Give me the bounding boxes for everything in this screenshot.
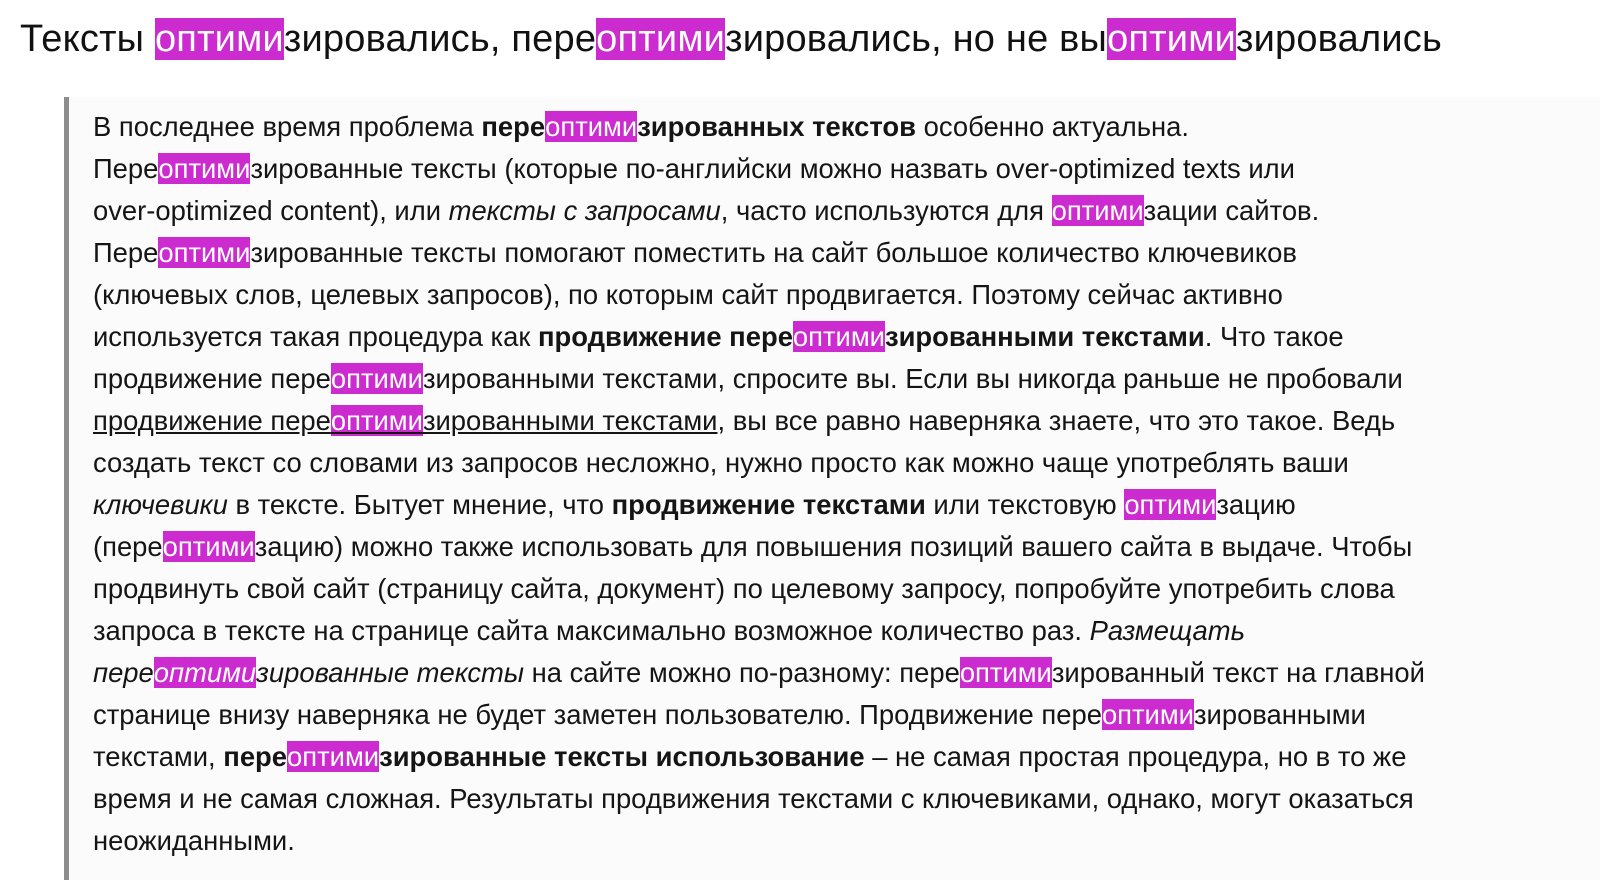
text-run: зацию <box>1216 489 1296 520</box>
text-run: (ключевых слов, целевых запросов), по которым сайт продвигается. Поэтому сейчас активно <box>93 279 1283 310</box>
link-text: зированными текстами <box>422 405 718 436</box>
text-run: В последнее время проблема <box>93 111 482 142</box>
quote-text <box>93 106 1588 862</box>
bold-text: продвижение пере <box>537 321 793 352</box>
highlight-mark: оптими <box>153 657 257 688</box>
text-run: зации сайтов. <box>1143 195 1320 226</box>
bold-text: пере <box>481 111 546 142</box>
highlight-mark: оптими <box>154 18 284 60</box>
quote-line <box>93 106 1588 148</box>
highlight-mark: оптими <box>1107 18 1236 60</box>
text-run: в тексте. Бытует мнение, что <box>227 489 612 520</box>
highlight-mark: оптими <box>596 18 726 60</box>
highlight-mark: оптими <box>792 321 885 352</box>
quote-line <box>93 568 1588 610</box>
text-run: – не самая простая процедура, но в то же <box>864 741 1407 772</box>
italic-text: пере <box>93 657 154 688</box>
text-run: на сайте можно по-разному: пере <box>524 657 960 688</box>
text-run: зацию) можно также использовать для повышения позиций вашего сайта в выдаче. Чтобы <box>254 531 1413 562</box>
highlight-mark: оптими <box>287 741 380 772</box>
title-text: зировались, пере <box>283 18 597 60</box>
quote-line <box>93 232 1588 274</box>
highlight-mark: оптими <box>330 405 423 436</box>
quote-line <box>93 274 1588 316</box>
text-run: зированные тексты помогают поместить на сайт большое количество ключевиков <box>250 237 1297 268</box>
italic-text: зированные тексты <box>256 657 525 688</box>
title-text: Тексты <box>20 18 155 60</box>
text-run: зированными текстами, спросите вы. Если вы никогда раньше не пробовали <box>422 363 1403 394</box>
text-run: зированные тексты (которые по-английски можно назвать over-optimized texts или <box>250 153 1295 184</box>
quote-line <box>93 778 1588 820</box>
text-run: текстами, <box>93 741 224 772</box>
bold-text: пере <box>223 741 288 772</box>
highlight-mark: оптими <box>959 657 1052 688</box>
quote-line <box>93 148 1588 190</box>
link-text: продвижение пере <box>93 405 331 436</box>
text-run: странице внизу наверняка не будет заметен пользователю. Продвижение пере <box>93 699 1102 730</box>
highlight-mark: оптими <box>158 153 251 184</box>
quote-line <box>93 610 1588 652</box>
highlight-mark: оптими <box>1124 489 1217 520</box>
quote-line <box>93 358 1588 400</box>
text-run: . Что такое <box>1204 321 1344 352</box>
highlight-mark: оптими <box>1051 195 1144 226</box>
text-run: запроса в тексте на странице сайта максимально возможное количество раз. <box>93 615 1090 646</box>
title-text: зировались, но не вы <box>725 18 1108 60</box>
text-run: создать текст со словами из запросов несложно, нужно просто как можно чаще употреблять ваши <box>93 447 1349 478</box>
quote-line <box>93 316 1588 358</box>
highlight-mark: оптими <box>158 237 251 268</box>
text-run: или текстовую <box>925 489 1125 520</box>
highlight-mark: оптими <box>162 531 255 562</box>
quote-line <box>93 526 1588 568</box>
bold-text: зированные тексты использование <box>379 741 865 772</box>
text-run: используется такая процедура как <box>93 321 538 352</box>
quote-line <box>93 652 1588 694</box>
italic-text: Размещать <box>1089 615 1246 646</box>
text-run: , вы все равно наверняка знаете, что это такое. Ведь <box>717 405 1396 436</box>
bold-text: зированных текстов <box>637 111 916 142</box>
quote-line <box>93 484 1588 526</box>
text-run: неожиданными. <box>93 825 295 856</box>
text-run: over-optimized content), или <box>93 195 449 226</box>
text-run: Пере <box>93 153 159 184</box>
quote-block <box>64 97 1600 880</box>
bold-text: зированными текстами <box>884 321 1205 352</box>
highlight-mark: оптими <box>1101 699 1194 730</box>
highlight-mark: оптими <box>545 111 638 142</box>
quote-line <box>93 400 1588 442</box>
text-run: зированными <box>1193 699 1366 730</box>
text-run: Пере <box>93 237 159 268</box>
quote-line <box>93 694 1588 736</box>
italic-text: ключевики <box>93 489 228 520</box>
quote-line <box>93 190 1588 232</box>
quote-line <box>93 820 1588 862</box>
text-run: особенно актуальна. <box>916 111 1190 142</box>
text-run: , часто используются для <box>720 195 1052 226</box>
bold-text: продвижение текстами <box>611 489 926 520</box>
text-run: (пере <box>93 531 163 562</box>
quote-line <box>93 736 1588 778</box>
text-run: продвинуть свой сайт (страницу сайта, документ) по целевому запросу, попробуйте употребить слова <box>93 573 1395 604</box>
text-run: продвижение пере <box>93 363 331 394</box>
slide-title <box>20 12 1442 66</box>
italic-text: тексты с запросами <box>448 195 721 226</box>
underlined-link[interactable] <box>93 405 717 436</box>
text-run: время и не самая сложная. Результаты продвижения текстами с ключевиками, однако, могут оказаться <box>93 783 1414 814</box>
quote-line <box>93 442 1588 484</box>
highlight-mark: оптими <box>330 363 423 394</box>
title-text: зировались <box>1235 18 1442 60</box>
text-run: зированный текст на главной <box>1051 657 1425 688</box>
